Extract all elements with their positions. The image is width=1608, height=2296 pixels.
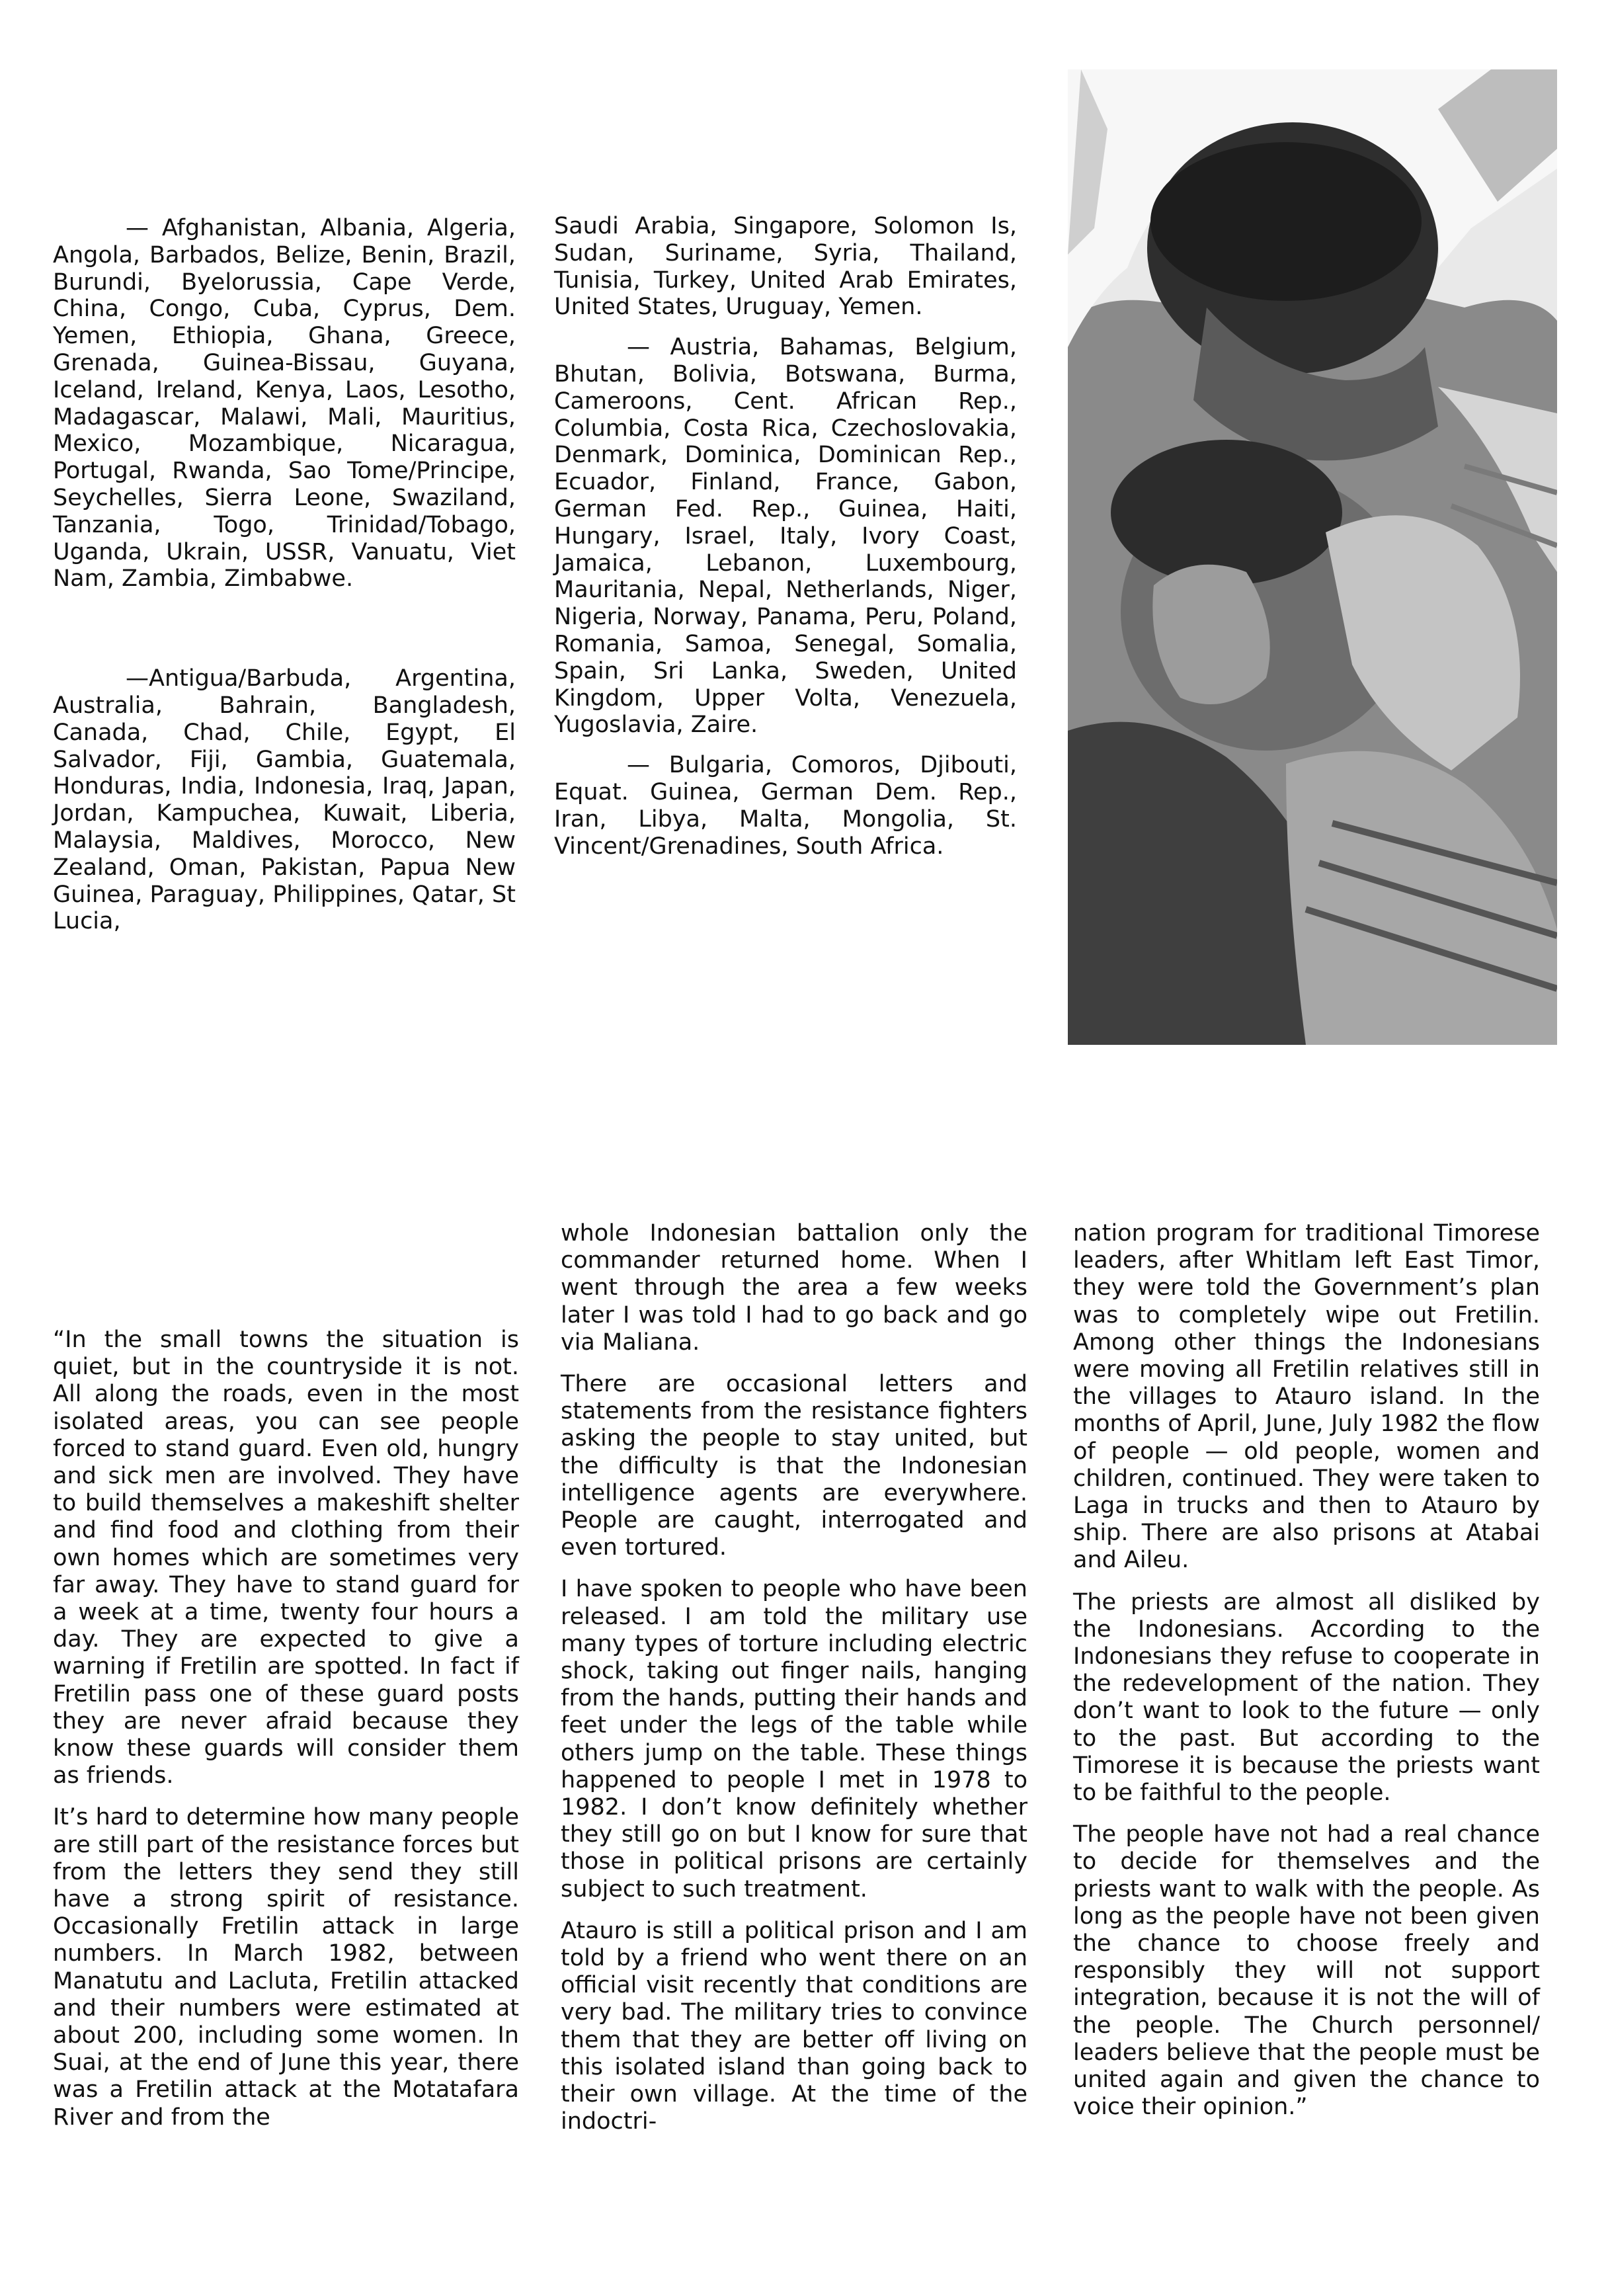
article-paragraph: Atauro is still a political prison and I am told by a friend who went there on an official visit recently that conditions are very bad. The military tries to convince them that they are better off living on this isolated island than going back to their own village. At the time of the indoctri- [561,1917,1027,2135]
vote-list-group-4: — Bulgaria, Comoros, Djibouti, Equat. Guinea, German Dem. Rep., Iran, Libya, Malta, Mongolia, St. Vincent/Grenadines, South Africa. [554,752,1017,860]
article-column-2 [561,1220,1027,2136]
article-column-1 [53,1327,519,2131]
article-paragraph: nation program for traditional Timorese leaders, after Whitlam left East Timor, they were told the Government’s plan was to completely wipe out Fretilin. Among other things the Indonesians were moving all Fretilin relatives still in the villages to Atauro island. In the months of April, June, July 1982 the flow of people — old people, women and children, continued. They were taken to Laga in trucks and then to Atauro by ship. There are also prisons at Atabai and Aileu. [1073,1220,1540,1574]
article-paragraph: I have spoken to people who have been released. I am told the military use many types of torture including electric shock, taking out finger nails, hanging from the hands, putting their hands and feet under the legs of the table while others jump on the table. These things happened to people I met in 1978 to 1982. I don’t know definitely whether they still go on but I know for sure that those in political prisons are certainly subject to such treatment. [561,1576,1027,1903]
article-paragraph: It’s hard to determine how many people are still part of the resistance forces but from the letters they send they still have a strong spirit of resistance. Occasionally Fretilin attack in large numbers. In March 1982, between Manatutu and Lacluta, Fretilin attacked and their numbers were estimated at about 200, including some women. In Suai, at the end of June this year, there was a Fretilin attack at the Motatafara River and from the [53,1804,519,2131]
photo-father-and-child [1068,69,1557,1045]
article-column-3 [1073,1220,1540,2121]
vote-list-group-3: — Austria, Bahamas, Belgium, Bhutan, Bolivia, Botswana, Burma, Cameroons, Cent. African Rep., Columbia, Costa Rica, Czechoslovakia, Denmark, Dominica, Dominican Rep., Ecuador, Finland, France, Gabon, German Fed. Rep., Guinea, Haiti, Hungary, Israel, Italy, Ivory Coast, Jamaica, Lebanon, Luxembourg, Mauritania, Nepal, Netherlands, Niger, Nigeria, Norway, Panama, Peru, Poland, Romania, Samoa, Senegal, Somalia, Spain, Sri Lanka, Sweden, United Kingdom, Upper Volta, Venezuela, Yugoslavia, Zaire. [554,334,1017,739]
vote-list-column-left [53,215,516,935]
article-paragraph: There are occasional letters and statements from the resistance fighters asking the people to stay united, but the difficulty is that the Indonesian intelligence agents are everywhere. People are caught, interrogated and even tortured. [561,1371,1027,1561]
vote-list-group-1: — Afghanistan, Albania, Algeria, Angola, Barbados, Belize, Benin, Brazil, Burundi, Byelorussia, Cape Verde, China, Congo, Cuba, Cyprus, Dem. Yemen, Ethiopia, Ghana, Greece, Grenada, Guinea-Bissau, Guyana, Iceland, Ireland, Kenya, Laos, Lesotho, Madagascar, Malawi, Mali, Mauritius, Mexico, Mozambique, Nicaragua, Portugal, Rwanda, Sao Tome/Principe, Seychelles, Sierra Leone, Swaziland, Tanzania, Togo, Trinidad/Tobago, Uganda, Ukrain, USSR, Vanuatu, Viet Nam, Zambia, Zimbabwe. [53,215,516,593]
article-paragraph: The people have not had a real chance to decide for themselves and the priests want to walk with the people. As long as the people have not been given the chance to choose freely and responsibly they will not support integration, because it is not the will of the people. The Church personnel/ leaders believe that the people must be united again and given the chance to voice their opinion.” [1073,1821,1540,2121]
vote-list-group-2: —Antigua/Barbuda, Argentina, Australia, Bahrain, Bangladesh, Canada, Chad, Chile, Egypt, El Salvador, Fiji, Gambia, Guatemala, Honduras, India, Indonesia, Iraq, Japan, Jordan, Kampuchea, Kuwait, Liberia, Malaysia, Maldives, Morocco, New Zealand, Oman, Pakistan, Papua New Guinea, Paraguay, Philippines, Qatar, St Lucia, [53,665,516,935]
vote-list-group-2-continued: Saudi Arabia, Singapore, Solomon Is, Sudan, Suriname, Syria, Thailand, Tunisia, Turkey, United Arab Emirates, United States, Uruguay, Yemen. [554,213,1017,321]
article-paragraph: whole Indonesian battalion only the commander returned home. When I went through the area a few weeks later I was told I had to go back and go via Maliana. [561,1220,1027,1356]
article-paragraph: “In the small towns the situation is quiet, but in the countryside it is not. All along the roads, even in the most isolated areas, you can see people forced to stand guard. Even old, hungry and sick men are involved. They have to build themselves a makeshift shelter and find food and clothing from their own homes which are sometimes very far away. They have to stand guard for a week at a time, twenty four hours a day. They are expected to give a warning if Fretilin are spotted. In fact if Fretilin pass one of these guard posts they are never afraid because they know these guards will consider them as friends. [53,1327,519,1789]
article-paragraph: The priests are almost all disliked by the Indonesians. According to the Indonesians they refuse to cooperate in the redevelopment of the nation. They don’t want to look to the future — only to the past. But according to the Timorese it is because the priests want to be faithful to the people. [1073,1588,1540,1807]
photo-image [1068,69,1557,1045]
vote-list-column-right [554,213,1017,860]
